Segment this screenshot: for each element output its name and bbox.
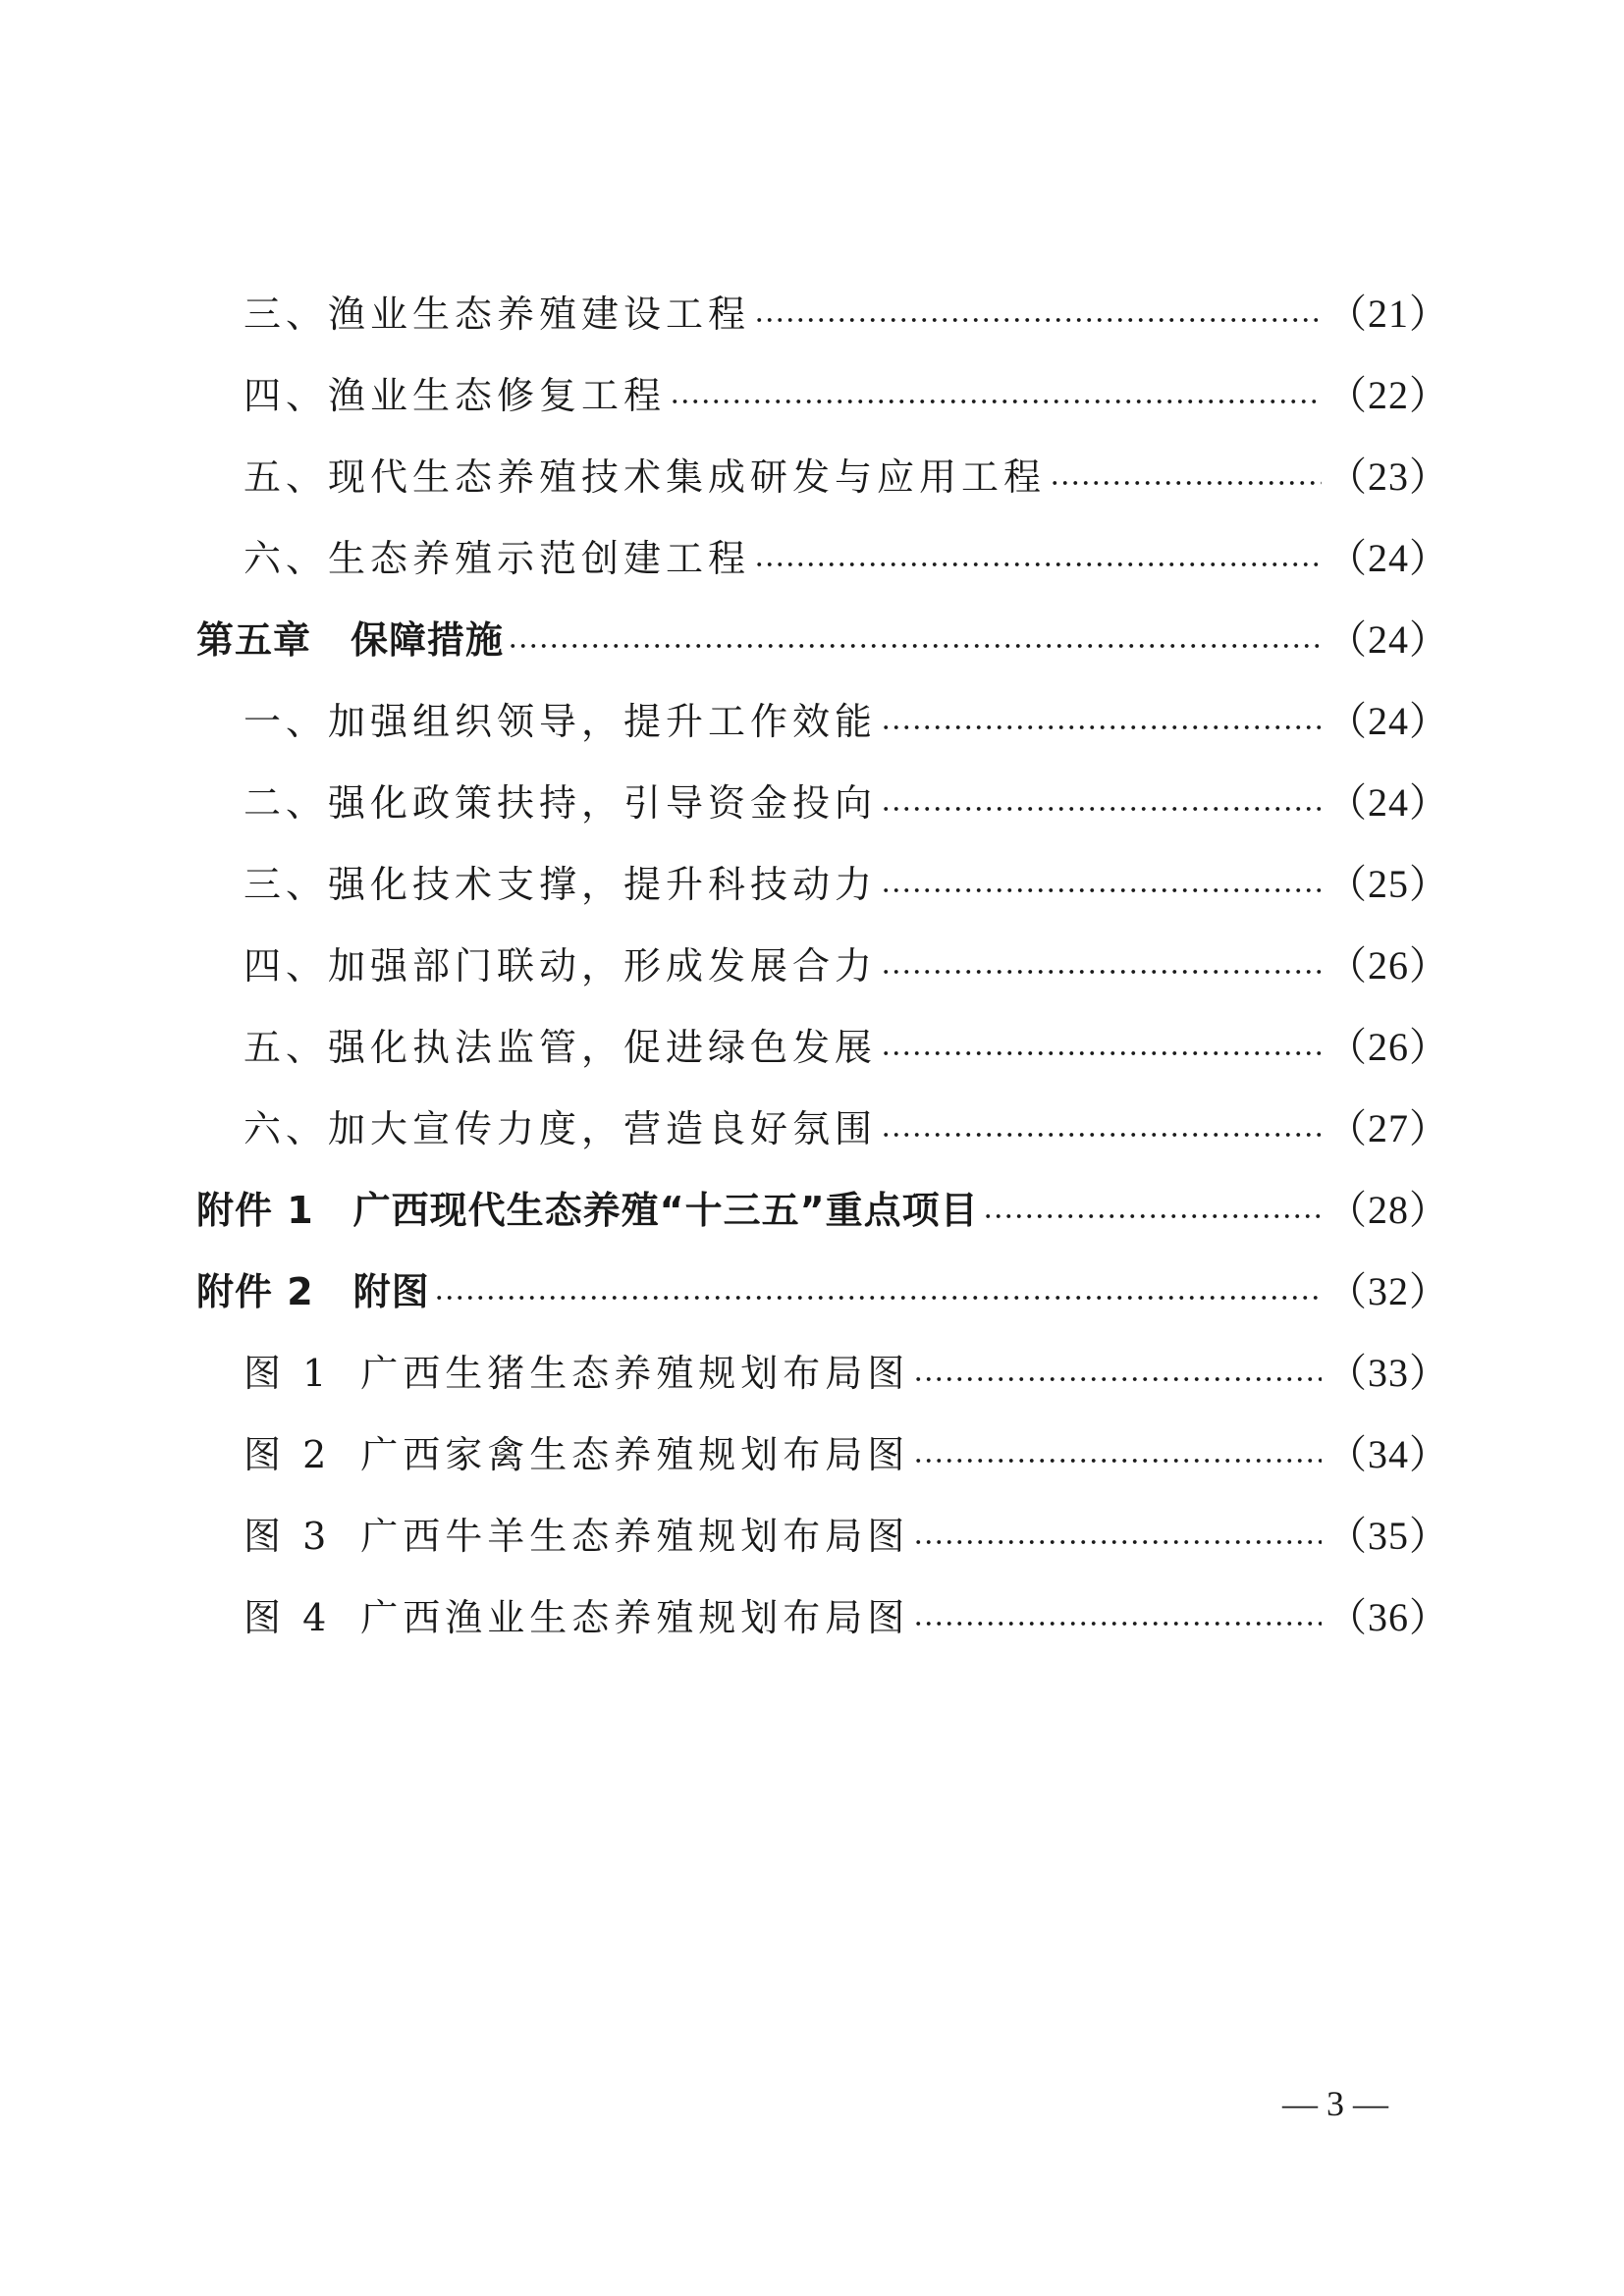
toc-leader-dots <box>881 1129 1322 1141</box>
toc-entry-page: （36） <box>1327 1595 1449 1639</box>
toc-entry-prefix: 图 1 <box>244 1352 332 1395</box>
toc-entry-label: 六、加大宣传力度，营造良好氛围 <box>244 1107 878 1150</box>
toc-entry-label: 二、强化政策扶持，引导资金投向 <box>244 781 878 825</box>
toc-entry-prefix: 附件 1 <box>196 1189 314 1232</box>
toc-entry[interactable] <box>244 1099 1449 1158</box>
toc-entry-page: （33） <box>1327 1351 1449 1395</box>
toc-entry-page: （26） <box>1327 943 1449 988</box>
toc-leader-dots <box>1050 477 1322 489</box>
toc-entry-prefix: 图 4 <box>244 1596 332 1639</box>
toc-entry-page: （22） <box>1327 373 1449 417</box>
toc-entry[interactable] <box>244 285 1449 344</box>
toc-entry-label: 广西生猪生态养殖规划布局图 <box>360 1352 910 1395</box>
toc-entry-page: （34） <box>1327 1432 1449 1476</box>
toc-entry[interactable] <box>244 855 1449 914</box>
toc-leader-dots <box>881 966 1322 978</box>
toc-entry-label: 广西牛羊生态养殖规划布局图 <box>360 1515 910 1558</box>
toc-leader-dots <box>913 1455 1322 1467</box>
toc-leader-dots <box>508 640 1322 652</box>
toc-leader-dots <box>881 884 1322 896</box>
toc-entry[interactable] <box>244 1018 1449 1077</box>
toc-entry-label: 广西家禽生态养殖规划布局图 <box>360 1433 910 1476</box>
toc-entry[interactable] <box>244 448 1449 507</box>
toc-entry[interactable] <box>244 692 1449 751</box>
toc-entry-page: （23） <box>1327 454 1449 499</box>
toc-entry-prefix: 附件 2 <box>196 1270 314 1313</box>
toc-leader-dots <box>754 559 1322 570</box>
toc-entry[interactable] <box>244 366 1449 425</box>
toc-entry-label: 保障措施 <box>351 618 505 662</box>
toc-entry-label: 六、生态养殖示范创建工程 <box>244 537 751 580</box>
toc-appendix-entry[interactable] <box>196 1181 1449 1240</box>
toc-leader-dots <box>754 314 1322 326</box>
toc-entry-page: （21） <box>1327 292 1449 336</box>
toc-entry-label: 四、加强部门联动，形成发展合力 <box>244 944 878 988</box>
toc-entry-page: （32） <box>1327 1269 1449 1313</box>
toc-entry-label: 广西渔业生态养殖规划布局图 <box>360 1596 910 1639</box>
toc-leader-dots <box>983 1210 1322 1222</box>
toc-entry-label: 五、强化执法监管，促进绿色发展 <box>244 1026 878 1069</box>
toc-leader-dots <box>434 1292 1322 1304</box>
toc-entry[interactable] <box>244 529 1449 588</box>
toc-figure-entry[interactable] <box>244 1588 1449 1647</box>
toc-chapter-entry[interactable] <box>196 611 1449 669</box>
toc-leader-dots <box>913 1373 1322 1385</box>
toc-entry-page: （25） <box>1327 862 1449 906</box>
toc-entry-prefix: 第五章 <box>196 618 312 662</box>
toc-entry-prefix: 图 2 <box>244 1433 332 1476</box>
toc-entry-page: （28） <box>1327 1188 1449 1232</box>
toc-figure-entry[interactable] <box>244 1344 1449 1403</box>
toc-entry-page: （24） <box>1327 536 1449 580</box>
toc-entry-page: （35） <box>1327 1514 1449 1558</box>
toc-entry-label: 四、渔业生态修复工程 <box>244 374 667 417</box>
toc-entry-page: （27） <box>1327 1106 1449 1150</box>
toc-leader-dots <box>881 1047 1322 1059</box>
toc-leader-dots <box>881 803 1322 815</box>
page-number: — 3 — <box>1282 2084 1388 2123</box>
toc-entry[interactable] <box>244 936 1449 995</box>
toc-leader-dots <box>881 721 1322 733</box>
toc-leader-dots <box>913 1536 1322 1548</box>
toc-entry-label: 三、渔业生态养殖建设工程 <box>244 293 751 336</box>
toc-entry-page: （26） <box>1327 1025 1449 1069</box>
toc-entry-page: （24） <box>1327 780 1449 825</box>
toc-entry-label: 五、现代生态养殖技术集成研发与应用工程 <box>244 455 1047 499</box>
toc-entry-label: 一、加强组织领导，提升工作效能 <box>244 700 878 743</box>
toc-leader-dots <box>913 1618 1322 1629</box>
toc-entry-label: 附图 <box>352 1270 430 1313</box>
toc-entry-label: 三、强化技术支撑，提升科技动力 <box>244 863 878 906</box>
toc-entry[interactable] <box>244 774 1449 832</box>
toc-entry-page: （24） <box>1327 617 1449 662</box>
toc-entry-label: 广西现代生态养殖“十三五”重点项目 <box>352 1189 979 1232</box>
toc-appendix-entry[interactable] <box>196 1262 1449 1321</box>
toc-entry-page: （24） <box>1327 699 1449 743</box>
toc-entry-prefix: 图 3 <box>244 1515 332 1558</box>
toc-leader-dots <box>670 396 1322 407</box>
toc-figure-entry[interactable] <box>244 1507 1449 1566</box>
toc-figure-entry[interactable] <box>244 1425 1449 1484</box>
